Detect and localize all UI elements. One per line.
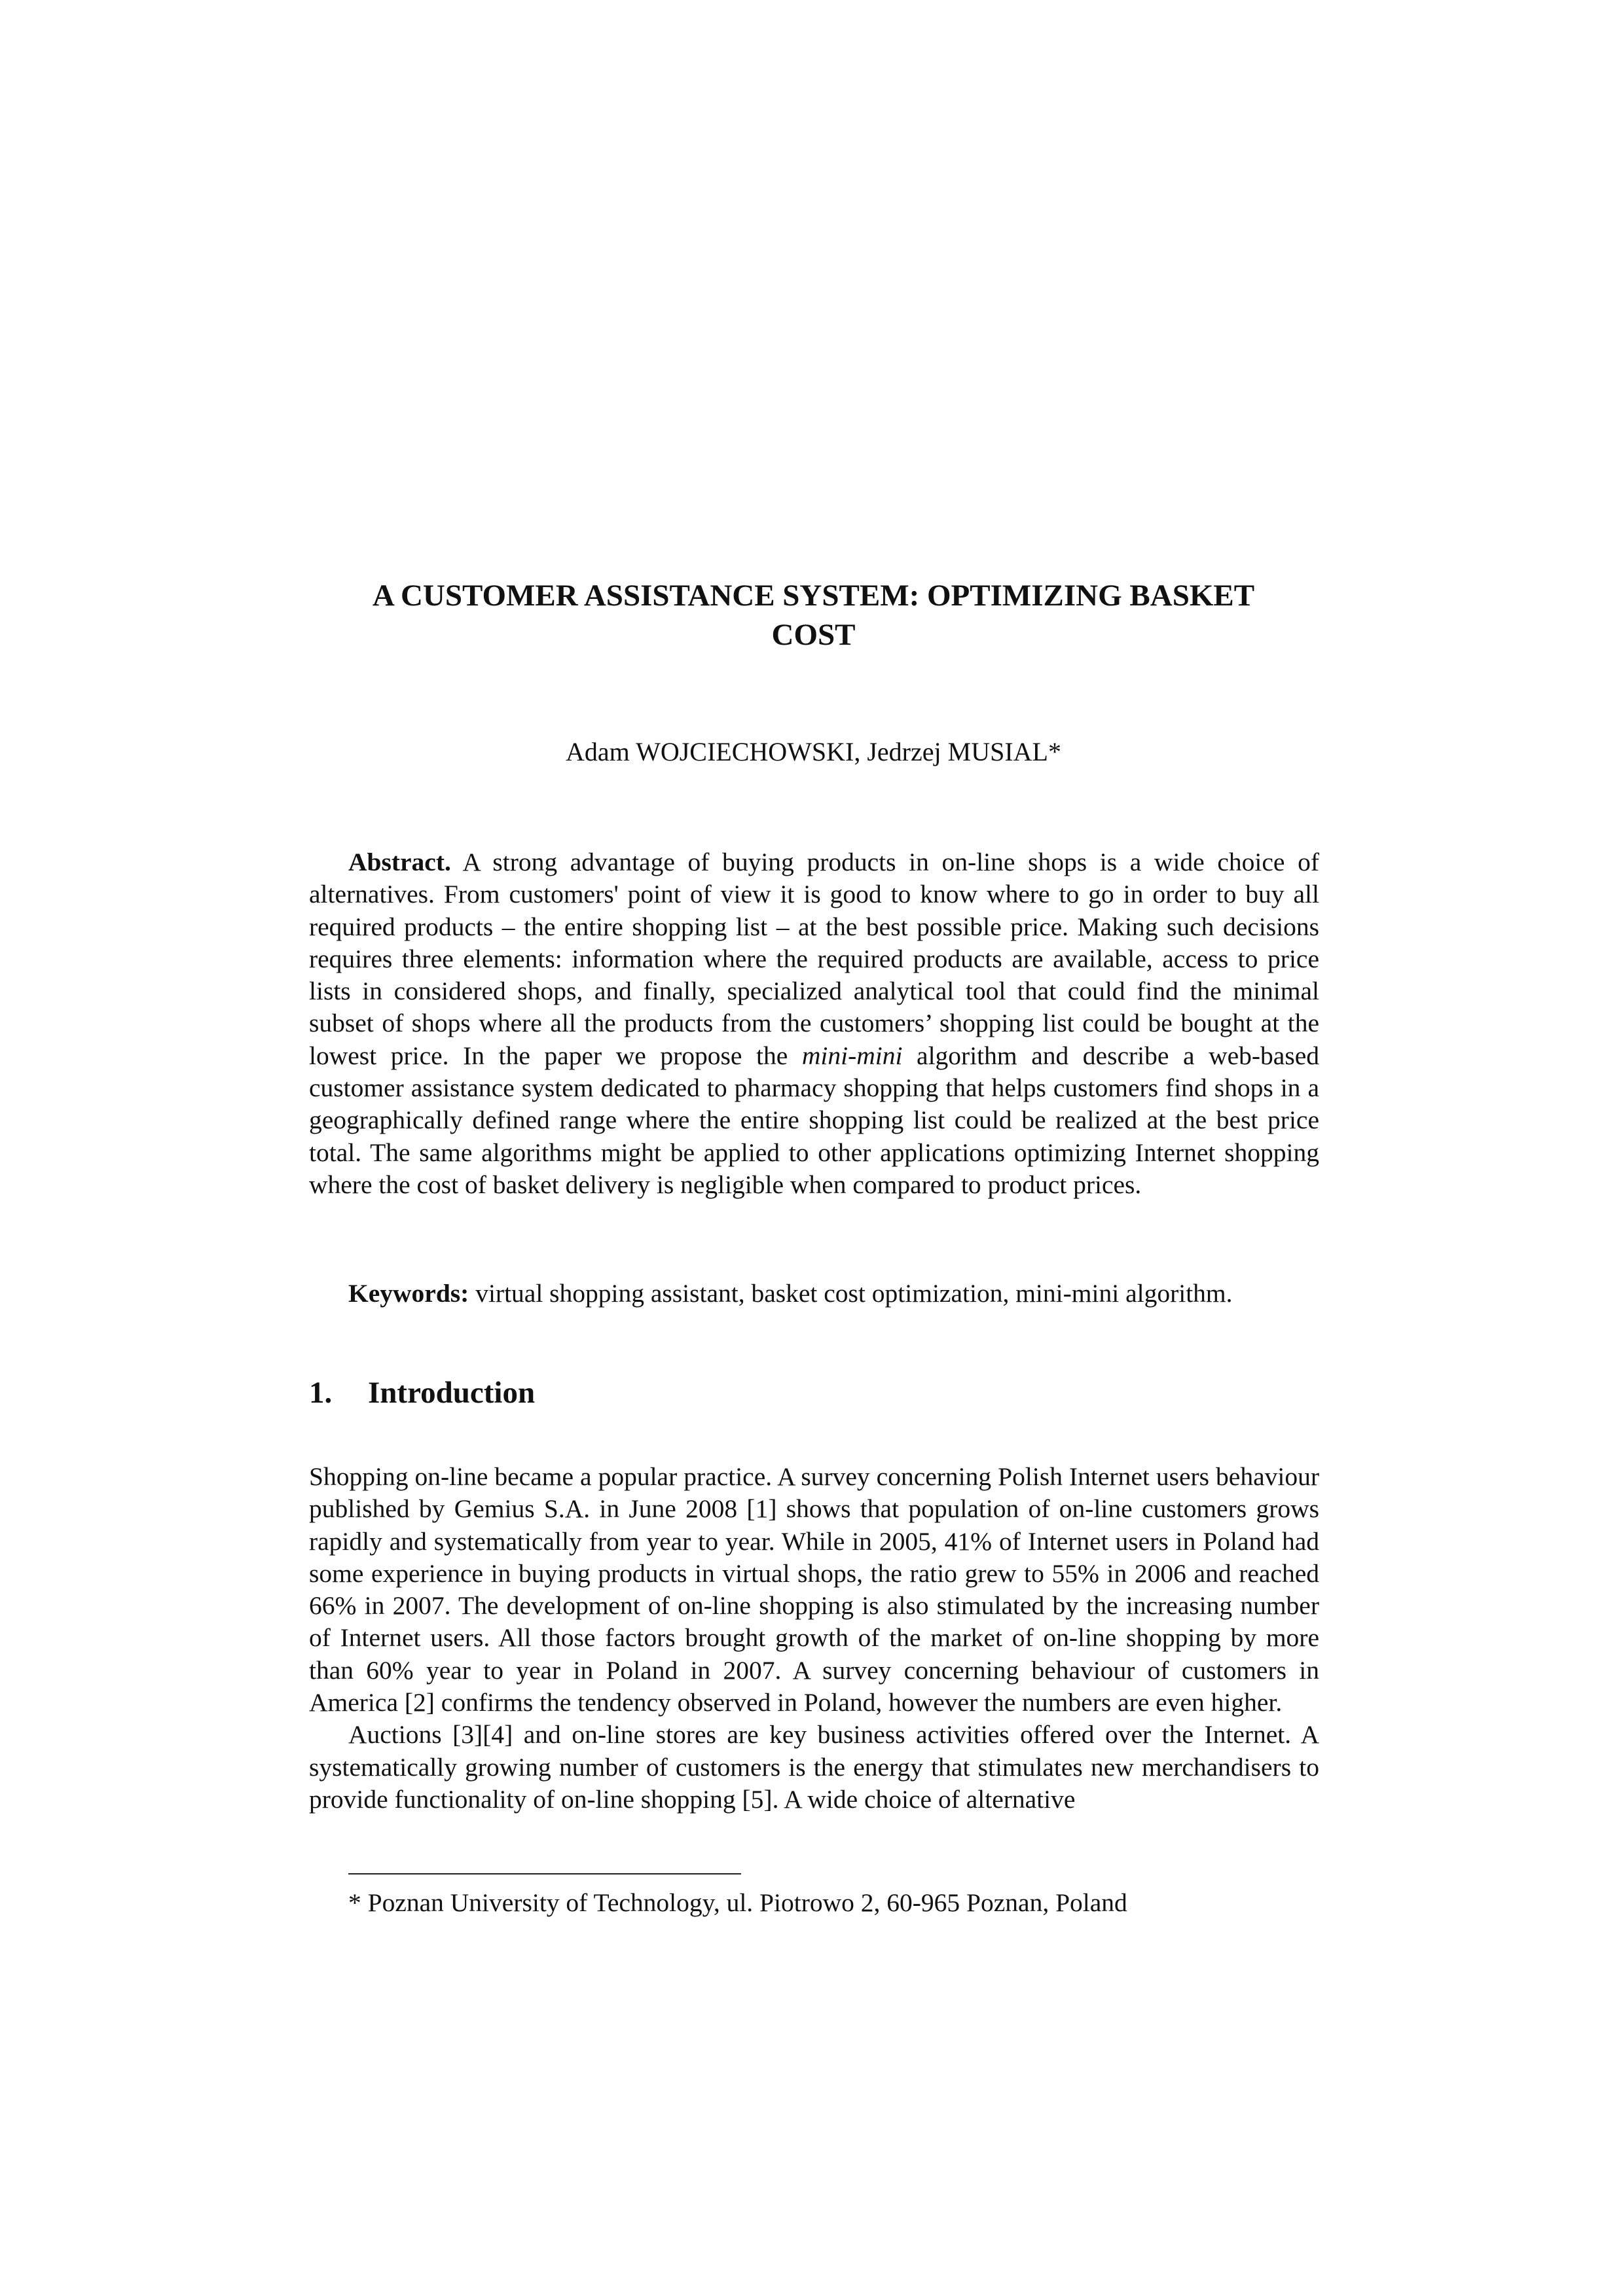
intro-paragraph-2: Auctions [3][4] and on-line stores are key business activities offered over the Internet. A systematically growing number of customers is the energy that stimulates new merchandisers to provide functionality of on-line shopping [5]. A wide choice of alternative — [309, 1720, 1319, 1814]
abstract-emphasis: mini-mini — [801, 1041, 903, 1070]
footnote-affiliation: * Poznan University of Technology, ul. Piotrowo 2, 60-965 Poznan, Poland — [348, 1888, 1127, 1917]
footnote-separator — [348, 1873, 741, 1874]
introduction-body — [309, 1461, 1319, 1816]
section-title: Introduction — [368, 1376, 536, 1410]
section-number: 1. — [309, 1376, 333, 1410]
paper-title-line-1: A CUSTOMER ASSISTANCE SYSTEM: OPTIMIZING BASKET — [372, 579, 1255, 613]
paper-title-line-2: COST — [771, 618, 856, 652]
abstract-text-part-1: A strong advantage of buying products in on-line shops is a wide choice of alternatives. From customers' point of view it is good to know where to go in order to buy all required products – the entire shopping list – at the best possible price. Making such decisions requires three elements: information where the required products are available, access to price lists in considered shops, and finally, specialized analytical tool that could find the minimal subset of shops where all the products from the customers’ shopping list could be bought at the lowest price. In the paper we propose the — [309, 848, 1319, 1070]
paper-authors: Adam WOJCIECHOWSKI, Jedrzej MUSIAL* — [566, 737, 1061, 766]
keywords-text: virtual shopping assistant, basket cost optimization, mini-mini algorithm. — [469, 1279, 1233, 1308]
abstract-text-part-2: algorithm and describe a web-based customer assistance system dedicated to pharmacy shopping that helps customers find shops in a geographically defined range where the entire shopping list could be realized at the best price total. The same algorithms might be applied to other applications optimizing Internet shopping where the cost of basket delivery is negligible when compared to product prices. — [309, 1041, 1319, 1199]
abstract-block — [309, 846, 1319, 1201]
keywords-label: Keywords: — [348, 1279, 469, 1308]
section-heading-introduction — [309, 1373, 535, 1412]
intro-paragraph-1: Shopping on-line became a popular practice. A survey concerning Polish Internet users behaviour published by Gemius S.A. in June 2008 [1] shows that population of on-line customers grows rapidly and systematically from year to year. While in 2005, 41% of Internet users in Poland had some experience in buying products in virtual shops, the ratio grew to 55% in 2006 and reached 66% in 2007. The development of on-line shopping is also stimulated by the increasing number of Internet users. All those factors brought growth of the market of on-line shopping by more than 60% year to year in Poland in 2007. A survey concerning behaviour of customers in America [2] confirms the tendency observed in Poland, however the numbers are even higher. — [309, 1462, 1319, 1717]
abstract-paragraph — [309, 846, 1319, 1201]
abstract-label: Abstract. — [348, 848, 451, 876]
paper-title — [308, 576, 1319, 655]
keywords-line — [309, 1278, 1319, 1310]
